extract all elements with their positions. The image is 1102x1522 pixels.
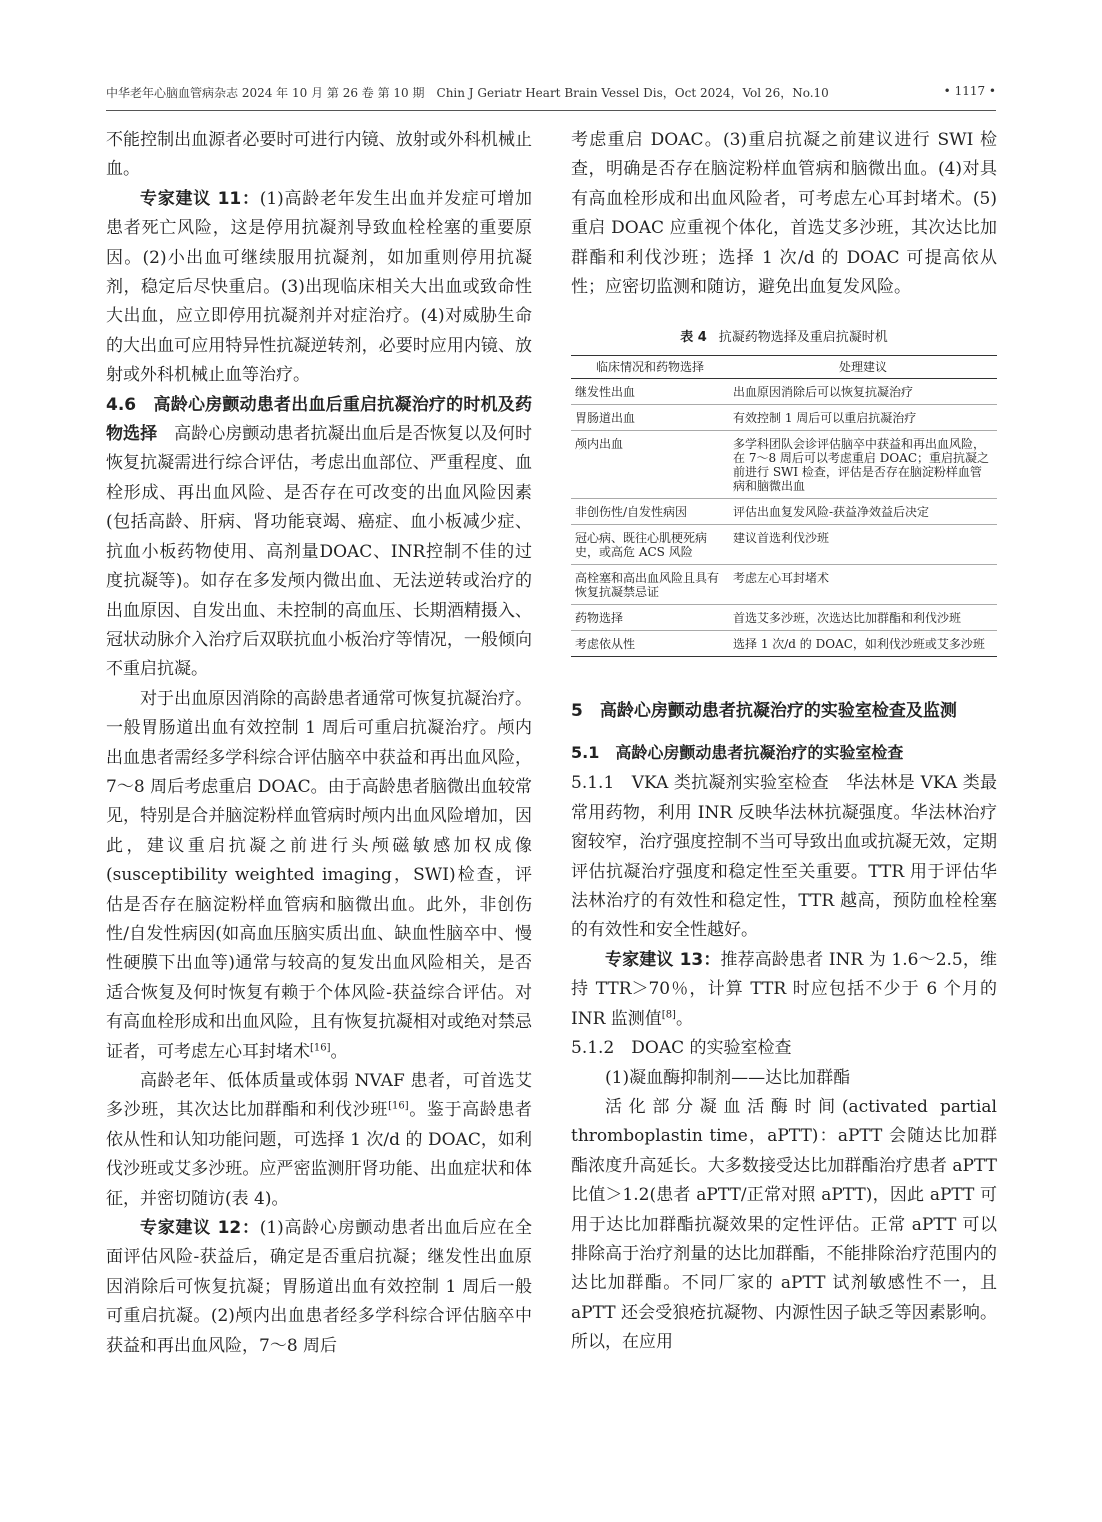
table-row [571, 631, 997, 657]
table-cell: 出血原因消除后可以恢复抗凝治疗 [729, 379, 997, 405]
subsection-subheading: (1)凝血酶抑制剂——达比加群酯 [605, 1067, 851, 1088]
table-cell: 选择 1 次/d 的 DOAC，如利伐沙班或艾多沙班 [729, 631, 997, 657]
paragraph-text: 。鉴于高龄患者依从性和认知功能问题，可选择 1 次/d 的 DOAC，如利伐沙班或艾多沙班。应严密监测肝肾功能、出血症状和体征，并密切随访(表 4)。 [106, 1100, 533, 1209]
table-row [571, 499, 997, 525]
citation: [16] [388, 1100, 409, 1112]
table-header-cell: 处理建议 [838, 360, 887, 375]
table-cell: 颅内出血 [571, 431, 729, 499]
journal-name-cn: 中华老年心脑血管病杂志 2024 年 10 月 第 26 卷 第 10 期 [106, 86, 425, 100]
table-row [571, 431, 997, 499]
left-column [106, 126, 532, 1361]
running-header [106, 84, 996, 110]
citation: [8] [661, 1009, 676, 1021]
table-caption [571, 326, 997, 345]
recommendation-label: 专家建议 13： [605, 949, 721, 970]
paragraph: 活化部分凝血活酶时间(activated partial thromboplastin time，aPTT)：aPTT 会随达比加群酯浓度升高延长。大多数接受达比加群酯治疗患者 aPTT 比值＞1.2(患者 aPTT/正常对照 aPTT)，因此 aPTT 可用于达比加群酯抗凝效果的定性评估。正常 aPTT 可以排除高于治疗剂量的达比加群酯，不能排除治疗范围内的达比加群酯。不同厂家的 aPTT 试剂敏感性不一，且 aPTT 还会受狼疮抗凝物、内源性因子缺乏等因素影响。所以，在应用 [571, 1096, 997, 1353]
recommendation-label: 专家建议 12： [140, 1218, 260, 1239]
recommendation-text: (1)高龄老年发生出血并发症可增加患者死亡风险，这是停用抗凝剂导致血栓栓塞的重要原因。(2)小出血可继续服用抗凝剂，如加重则停用抗凝剂，稳定后尽快重启。(3)出现临床相关大出血或致命性大出血，应立即停用抗凝剂并对症治疗。(4)对威胁生命的大出血可应用特异性抗凝逆转剂，必要时应用内镜、放射或外科机械止血等治疗。 [106, 188, 532, 386]
paragraph: 不能控制出血源者必要时可进行内镜、放射或外科机械止血。 [106, 130, 532, 180]
subsection-heading: 5.1.2 DOAC 的实验室检查 [571, 1038, 792, 1059]
table-header-row [571, 356, 997, 379]
page-number: • 1117 • [943, 84, 996, 98]
section-heading: 4.6 高龄心房颤动患者出血后重启抗凝治疗的时机及药物选择 [106, 394, 532, 445]
table-cell: 继发性出血 [571, 379, 729, 405]
section-4-6 [106, 391, 532, 685]
table-label: 表 4 [680, 330, 707, 346]
recommendation-label: 专家建议 11： [140, 188, 260, 209]
paragraph-text: 对于出血原因消除的高龄患者通常可恢复抗凝治疗。一般胃肠道出血有效控制 1 周后可重启抗凝治疗。颅内出血患者需经多学科综合评估脑卒中获益和再出血风险，7～8 周后考虑重启 DOAC。由于高龄患者脑微出血较常见，特别是合并脑淀粉样血管病时颅内出血风险增加，因此，建议重启抗凝之前进行头颅磁敏感加权成像(susceptibility weighted imaging，SWI)检查，评估是否存在脑淀粉样血管病和脑微出血。此外，非创伤性/自发性病因(如高血压脑实质出血、缺血性脑卒中、慢性硬膜下出血等)通常与较高的复发出血风险相关，是否适合恢复及何时恢复有赖于个体风险-获益综合评估。对有高血栓形成和出血风险，且有恢复抗凝相对或绝对禁忌证者，可考虑左心耳封堵术 [106, 688, 532, 1062]
table-cell: 建议首选利伐沙班 [729, 525, 997, 565]
table-cell: 首选艾多沙班，次选达比加群酯和利伐沙班 [729, 605, 997, 631]
table-cell: 冠心病、既往心肌梗死病史，或高危 ACS 风险 [571, 525, 729, 565]
expert-recommendation-11 [106, 185, 532, 391]
recommendation-text: 推荐高龄患者 INR 为 1.6～2.5，维持 TTR＞70％，计算 TTR 时应包括不少于 6 个月的 INR 监测值 [571, 949, 997, 1029]
recommendation-text: 。 [675, 1008, 693, 1029]
table-cell: 评估出血复发风险-获益净效益后决定 [729, 499, 997, 525]
recommendation-text: (1)高龄心房颤动患者出血后应在全面评估风险-获益后，确定是否重启抗凝；继发性出血原因消除后可恢复抗凝；胃肠道出血有效控制 1 周后一般可重启抗凝。(2)颅内出血患者经多学科综合评估脑卒中获益和再出血风险，7～8 周后 [106, 1218, 532, 1356]
table-cell: 高栓塞和高出血风险且具有恢复抗凝禁忌证 [571, 565, 729, 605]
paragraph: 考虑重启 DOAC。(3)重启抗凝之前建议进行 SWI 检查，明确是否存在脑淀粉样血管病和脑微出血。(4)对具有高血栓形成和出血风险者，可考虑左心耳封堵术。(5)重启 DOAC 应重视个体化，首选艾多沙班，其次达比加群酯和利伐沙班；选择 1 次/d 的 DOAC 可提高依从性；应密切监测和随访，避免出血复发风险。 [571, 130, 997, 298]
table-4 [571, 355, 997, 657]
table-cell: 多学科团队会诊评估脑卒中获益和再出血风险，在 7～8 周后可以考虑重启 DOAC；重启抗凝之前进行 SWI 检查，评估是否存在脑淀粉样血管病和脑微出血 [729, 431, 997, 499]
section-5-heading: 5 高龄心房颤动患者抗凝治疗的实验室检查及监测 [571, 701, 957, 722]
table-row [571, 379, 997, 405]
table-row [571, 565, 997, 605]
table-cell: 药物选择 [571, 605, 729, 631]
table-cell: 非创伤性/自发性病因 [571, 499, 729, 525]
table-cell: 考虑依从性 [571, 631, 729, 657]
table-row [571, 405, 997, 431]
paragraph: 5.1.1 VKA 类抗凝剂实验室检查 华法林是 VKA 类最常用药物，利用 INR 反映华法林抗凝强度。华法林治疗窗较窄，治疗强度控制不当可导致出血或抗凝无效，定期评估抗凝治疗强度和稳定性至关重要。TTR 用于评估华法林治疗的有效性和稳定性，TTR 越高，预防血栓栓塞的有效性和安全性越好。 [571, 773, 997, 941]
section-5-1-heading: 5.1 高龄心房颤动患者抗凝治疗的实验室检查 [571, 743, 904, 763]
expert-recommendation-12 [106, 1214, 532, 1361]
paragraph [106, 1067, 532, 1214]
table-row [571, 605, 997, 631]
paragraph-text: 。 [330, 1041, 348, 1062]
header-rule [106, 110, 996, 111]
table-header-cell: 临床情况和药物选择 [595, 360, 704, 375]
journal-name-en: Chin J Geriatr Heart Brain Vessel Dis，Oct 2024，Vol 26，No.10 [436, 86, 829, 100]
right-column [571, 126, 997, 1358]
journal-citation [106, 84, 829, 101]
table-cell: 胃肠道出血 [571, 405, 729, 431]
table-title: 抗凝药物选择及重启抗凝时机 [718, 330, 888, 346]
table-cell: 考虑左心耳封堵术 [729, 565, 997, 605]
paragraph-text: 高龄老年、低体质量或体弱 NVAF 患者，可首选艾多沙班，其次达比加群酯和利伐沙班 [106, 1071, 532, 1121]
table-row [571, 525, 997, 565]
table-cell: 有效控制 1 周后可以重启抗凝治疗 [729, 405, 997, 431]
expert-recommendation-13 [571, 946, 997, 1034]
paragraph [106, 685, 532, 1067]
citation: [16] [310, 1041, 331, 1053]
section-text: 高龄心房颤动患者抗凝出血后是否恢复以及何时恢复抗凝需进行综合评估，考虑出血部位、严重程度、血栓形成、再出血风险、是否存在可改变的出血风险因素(包括高龄、肝病、肾功能衰竭、癌症、血小板减少症、抗血小板药物使用、高剂量DOAC、INR控制不佳的过度抗凝等)。如存在多发颅内微出血、无法逆转或治疗的出血原因、自发出血、未控制的高血压、长期酒精摄入、冠状动脉介入治疗后双联抗血小板治疗等情况，一般倾向不重启抗凝。 [106, 424, 532, 680]
